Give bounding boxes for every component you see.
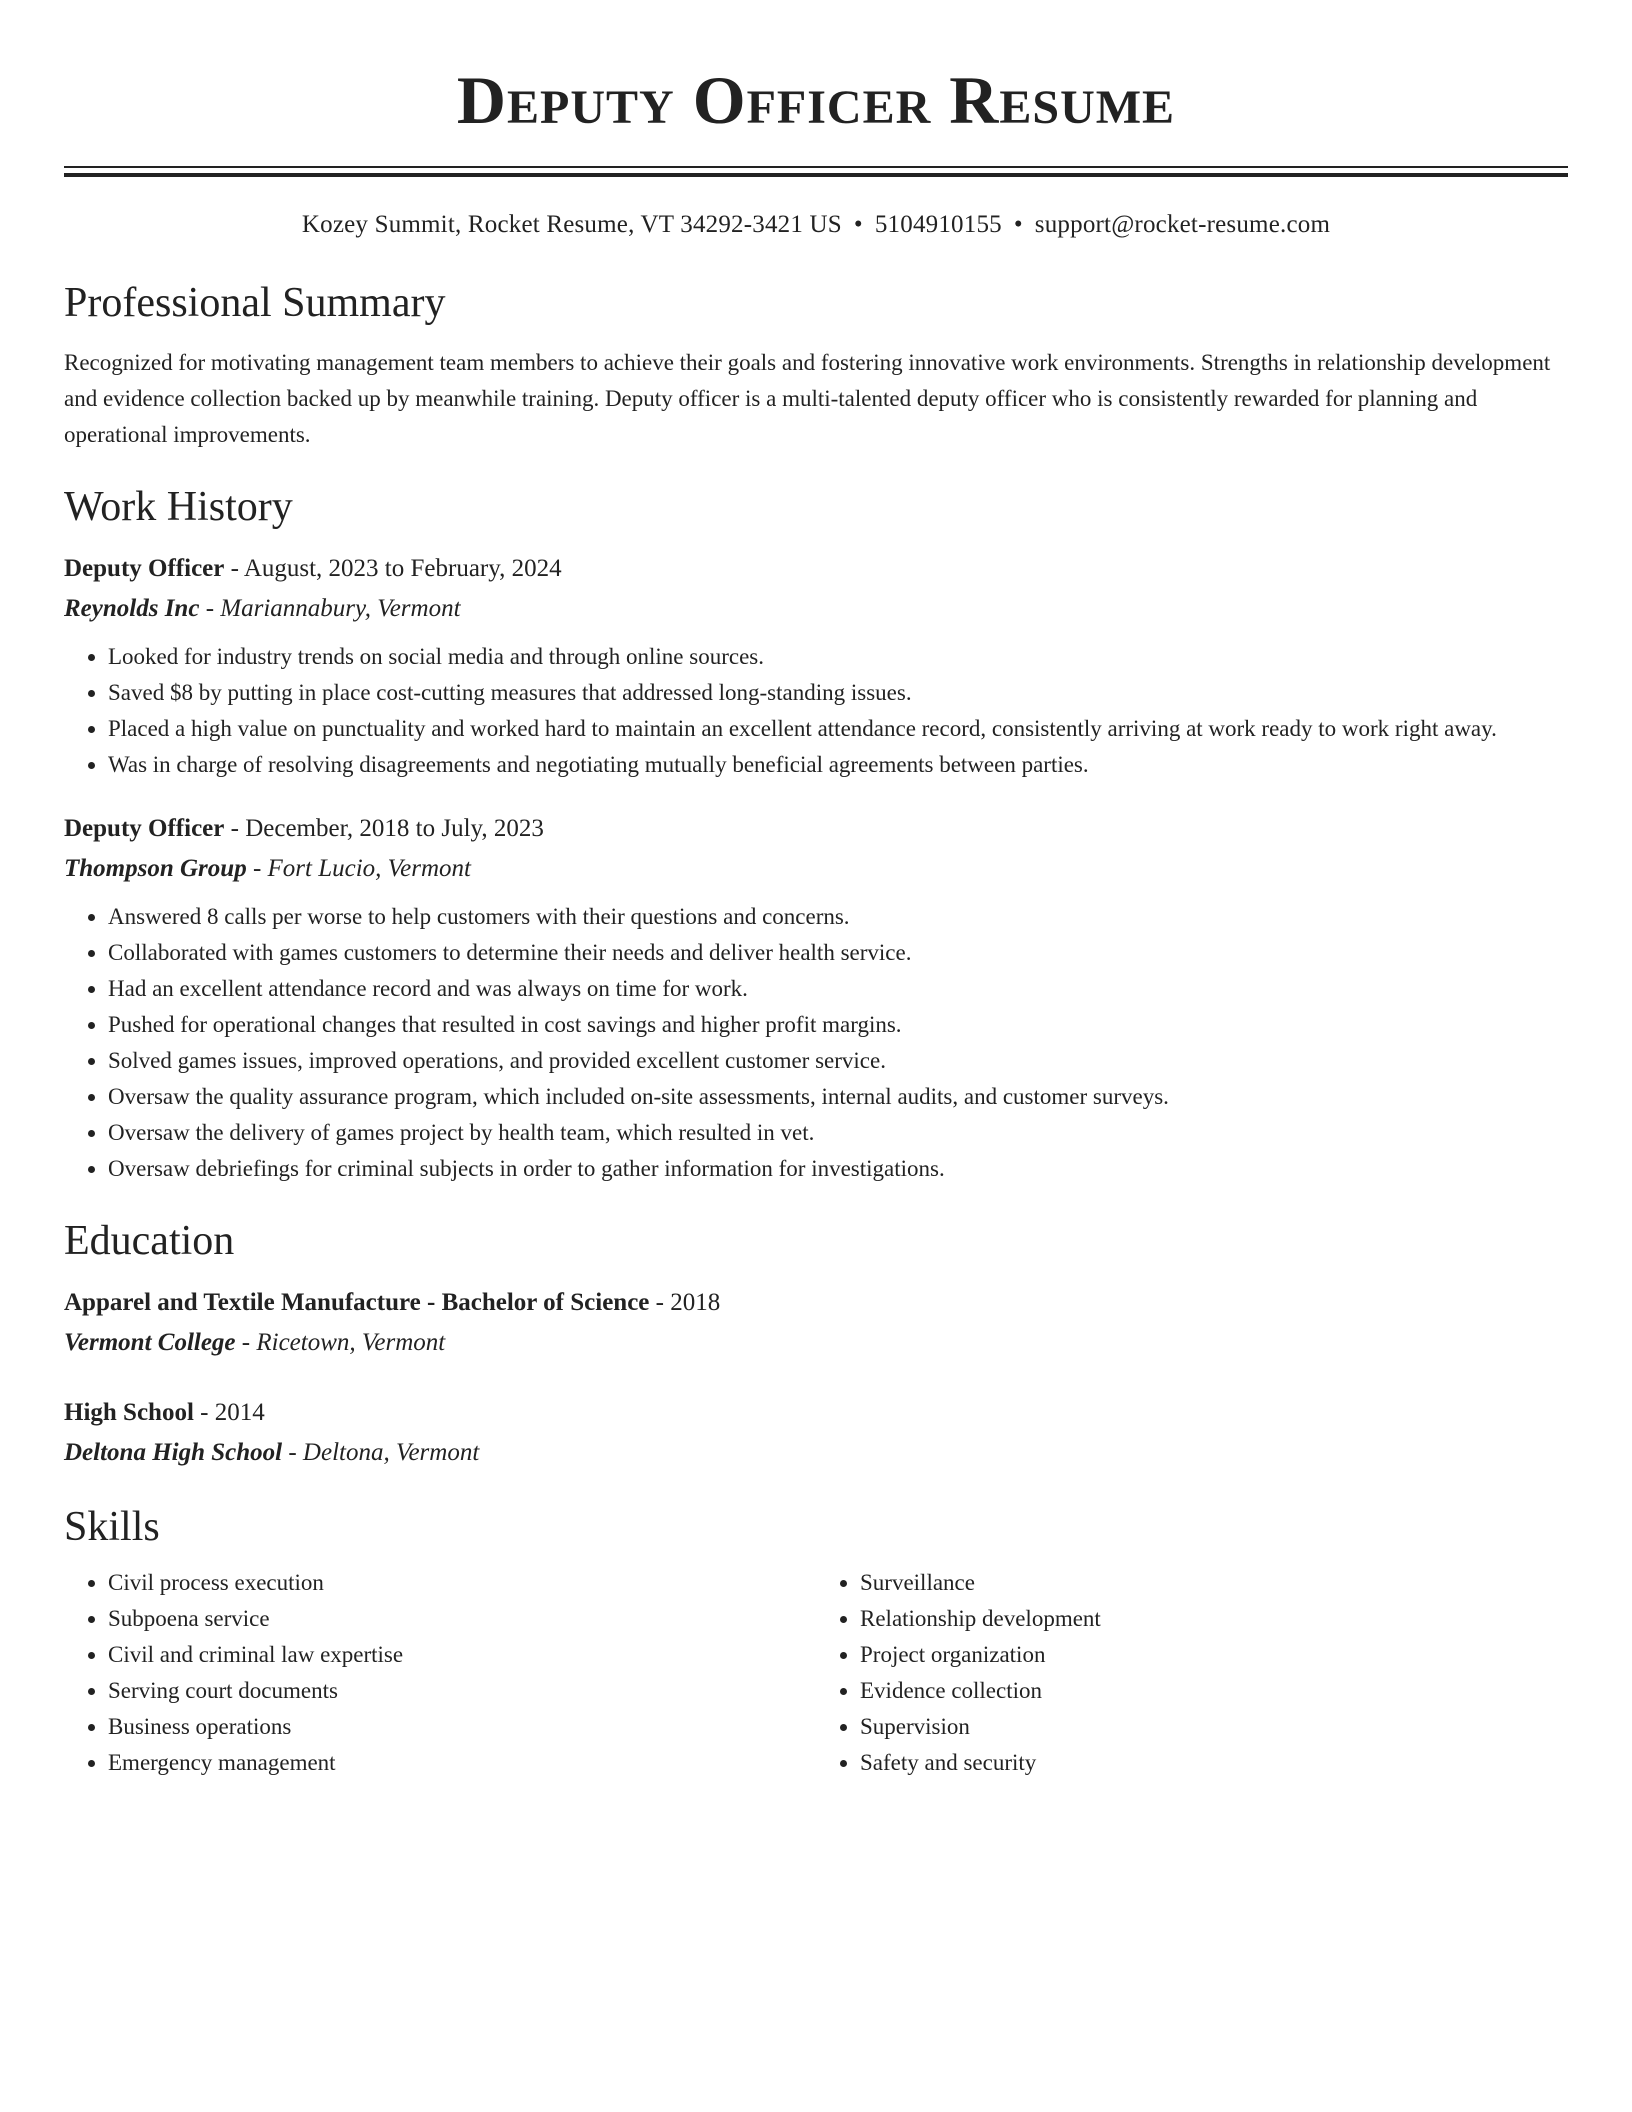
skill-item: • Supervision <box>860 1709 1568 1745</box>
job-bullet: • Had an excellent attendance record and was always on time for work. <box>108 971 1568 1007</box>
skill-item: • Surveillance <box>860 1565 1568 1601</box>
job-bullet-list <box>64 639 1568 783</box>
education-school-line <box>64 1323 1568 1363</box>
job-entry <box>64 549 1568 783</box>
job-title-line <box>64 549 1568 589</box>
job-location: - Mariannabury, Vermont <box>199 595 461 622</box>
skill-item: • Civil and criminal law expertise <box>108 1637 816 1673</box>
skill-item: • Project organization <box>860 1637 1568 1673</box>
job-bullet: • Oversaw the quality assurance program, which included on-site assessments, internal audits, and customer surveys. <box>108 1079 1568 1115</box>
skill-item: • Subpoena service <box>108 1601 816 1637</box>
job-title: Deputy Officer <box>64 815 225 842</box>
education-school: Deltona High School <box>64 1439 283 1466</box>
skill-item: • Evidence collection <box>860 1673 1568 1709</box>
job-bullet: • Saved $8 by putting in place cost-cutting measures that addressed long-standing issues. <box>108 675 1568 711</box>
education-school: Vermont College <box>64 1329 236 1356</box>
education-entry <box>64 1283 1568 1363</box>
education-degree: High School <box>64 1399 194 1426</box>
job-bullet: • Oversaw debriefings for criminal subjects in order to gather information for investigations. <box>108 1151 1568 1187</box>
job-bullet: • Answered 8 calls per worse to help customers with their questions and concerns. <box>108 899 1568 935</box>
job-title: Deputy Officer <box>64 555 225 582</box>
job-bullet: • Solved games issues, improved operations, and provided excellent customer service. <box>108 1043 1568 1079</box>
contact-line <box>64 205 1568 245</box>
job-bullet: • Oversaw the delivery of games project by health team, which resulted in vet. <box>108 1115 1568 1151</box>
contact-address: Kozey Summit, Rocket Resume, VT 34292-3421 US <box>301 211 842 238</box>
job-dates: - December, 2018 to July, 2023 <box>224 815 544 842</box>
resume-title: Deputy Officer Resume <box>456 62 1176 138</box>
title-double-rule <box>64 166 1568 177</box>
skill-item: • Relationship development <box>860 1601 1568 1637</box>
job-dates: - August, 2023 to February, 2024 <box>224 555 562 582</box>
skill-item: • Safety and security <box>860 1745 1568 1781</box>
skills-columns <box>64 1565 1568 1781</box>
skill-item: • Emergency management <box>108 1745 816 1781</box>
job-bullet-list <box>64 899 1568 1187</box>
education-year: - 2018 <box>649 1289 721 1316</box>
skills-list-right <box>816 1565 1568 1781</box>
job-company: Thompson Group <box>64 855 247 882</box>
job-company-line <box>64 849 1568 889</box>
job-location: - Fort Lucio, Vermont <box>246 855 471 882</box>
education-degree-line <box>64 1283 1568 1323</box>
education-year: - 2014 <box>193 1399 265 1426</box>
education-entry <box>64 1393 1568 1473</box>
education-location: - Deltona, Vermont <box>282 1439 480 1466</box>
skill-item: • Serving court documents <box>108 1673 816 1709</box>
education-school-line <box>64 1433 1568 1473</box>
contact-email: support@rocket-resume.com <box>1034 211 1331 238</box>
education-degree-line <box>64 1393 1568 1433</box>
job-company: Reynolds Inc <box>64 595 200 622</box>
section-heading-education: Education <box>64 1218 235 1264</box>
education-degree: Apparel and Textile Manufacture - Bachelor of Science <box>64 1289 650 1316</box>
job-title-line <box>64 809 1568 849</box>
contact-phone: 5104910155 <box>874 211 1002 238</box>
contact-separator: • <box>1013 211 1023 238</box>
job-bullet: • Placed a high value on punctuality and worked hard to maintain an excellent attendance record, consistently arriving at work ready to work right away. <box>108 711 1568 747</box>
job-entry <box>64 809 1568 1187</box>
job-bullet: • Collaborated with games customers to determine their needs and deliver health service. <box>108 935 1568 971</box>
skills-list-left <box>64 1565 816 1781</box>
summary-text: Recognized for motivating management team members to achieve their goals and fostering innovative work environments. Strengths in relationship development and evidence collection backed up by meanwhile training. Deputy officer is a multi-talented deputy officer who is consistently rewarded for planning and operational improvements. <box>64 350 1551 447</box>
section-heading-skills: Skills <box>64 1504 160 1550</box>
skill-item: • Civil process execution <box>108 1565 816 1601</box>
skill-item: • Business operations <box>108 1709 816 1745</box>
contact-separator: • <box>853 211 863 238</box>
job-bullet: • Looked for industry trends on social media and through online sources. <box>108 639 1568 675</box>
section-heading-summary: Professional Summary <box>64 280 446 326</box>
job-company-line <box>64 589 1568 629</box>
section-heading-work-history: Work History <box>64 484 293 530</box>
education-location: - Ricetown, Vermont <box>235 1329 446 1356</box>
job-bullet: • Pushed for operational changes that resulted in cost savings and higher profit margins. <box>108 1007 1568 1043</box>
job-bullet: • Was in charge of resolving disagreements and negotiating mutually beneficial agreements between parties. <box>108 747 1568 783</box>
